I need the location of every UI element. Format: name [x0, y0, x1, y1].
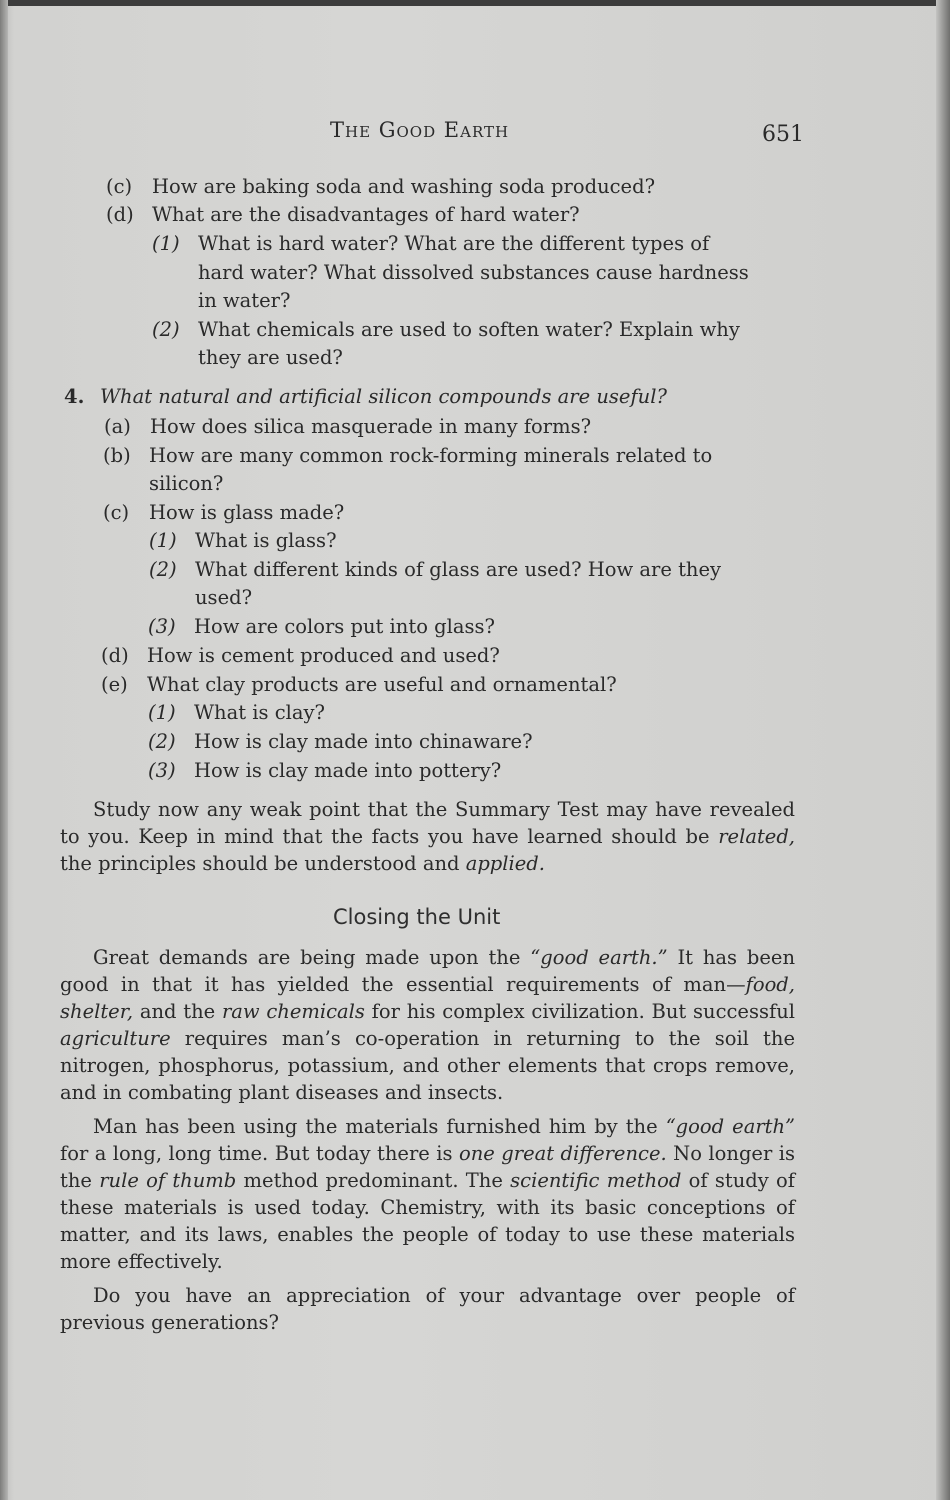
study-paragraph	[60, 796, 795, 877]
outline-label: (3)	[148, 615, 176, 638]
paragraph-text: Study now any weak point that the Summary Test may have revealed to you. Keep in mind that the facts you have learned should be	[60, 798, 795, 848]
outline-label: (1)	[152, 232, 180, 255]
emphasis-text: one great difference.	[458, 1142, 667, 1165]
closing-paragraph-3: Do you have an appreciation of your advantage over people of previous generations?	[60, 1284, 795, 1334]
outline-text: How is clay made into chinaware?	[194, 730, 533, 753]
outline-label: (2)	[152, 318, 180, 341]
outline-text-continued: they are used?	[198, 346, 343, 369]
emphasis-text: agriculture	[60, 1027, 171, 1050]
paragraph-text: of study of these materials is used today. Chemistry, with its basic conceptions of matter, and its laws, enables the people of today to use these materials more effectively.	[60, 1169, 795, 1273]
outline-item-3d-2	[152, 316, 740, 343]
outline-label: (e)	[101, 673, 128, 696]
paragraph-text: Great demands are being made upon the	[93, 946, 531, 969]
paragraph-text: for a long, long time. But today there is	[60, 1142, 459, 1165]
outline-text-continued: silicon?	[149, 472, 224, 495]
paragraph-text: for his complex civilization. But successful	[364, 1000, 796, 1023]
page-number: 651	[762, 122, 804, 147]
closing-paragraph-2	[60, 1113, 795, 1275]
emphasis-text: food, shelter,	[60, 973, 795, 1023]
outline-label: (b)	[103, 444, 131, 467]
outline-text: How is cement produced and used?	[147, 644, 500, 667]
outline-label: (c)	[103, 501, 130, 524]
paragraph-text: and the	[133, 1000, 222, 1023]
outline-label: (2)	[149, 558, 177, 581]
outline-text: How does silica masquerade in many forms?	[150, 415, 592, 438]
outline-item-3c	[106, 173, 655, 200]
outline-text: How is glass made?	[149, 501, 345, 524]
section-heading: Closing the Unit	[333, 905, 501, 929]
outline-text: What chemicals are used to soften water? Explain why	[198, 318, 740, 341]
emphasis-text: scientific method	[510, 1169, 682, 1192]
outline-text: What is glass?	[195, 529, 337, 552]
outline-label: 4.	[64, 385, 85, 408]
outline-item-4c	[103, 499, 344, 526]
running-title: The Good Earth	[330, 118, 510, 142]
outline-label: (d)	[101, 644, 129, 667]
outline-item-4b	[103, 442, 712, 469]
outline-text: How are colors put into glass?	[194, 615, 495, 638]
outline-label: (3)	[148, 759, 176, 782]
outline-label: (2)	[148, 730, 176, 753]
paragraph-text: requires man’s co-operation in returning to the soil the nitrogen, phosphorus, potassium, and other elements that crops remove, and in combating plant diseases and insects.	[60, 1027, 795, 1104]
page-top-edge	[0, 0, 950, 6]
outline-item-4c-3	[148, 613, 495, 640]
emphasis-text: “good earth.”	[530, 946, 668, 969]
outline-text: How are baking soda and washing soda produced?	[152, 175, 656, 198]
paragraph-text: method predominant. The	[236, 1169, 511, 1192]
outline-text-continued: in water?	[198, 289, 291, 312]
page-right-edge	[936, 0, 950, 1500]
outline-text: What is clay?	[194, 701, 325, 724]
outline-text: How is clay made into pottery?	[194, 759, 502, 782]
emphasis-text: “good earth”	[665, 1115, 796, 1138]
outline-item-4e-1	[148, 699, 325, 726]
outline-text: What clay products are useful and ornamental?	[147, 673, 617, 696]
outline-text: What natural and artificial silicon compounds are useful?	[100, 385, 667, 408]
outline-item-4e	[101, 671, 617, 698]
outline-label: (a)	[104, 415, 131, 438]
outline-label: (1)	[149, 529, 177, 552]
outline-item-4e-3	[148, 757, 501, 784]
outline-text: What is hard water? What are the different types of	[198, 232, 710, 255]
emphasis-text: applied.	[465, 852, 545, 875]
paragraph-text: No longer is the	[60, 1142, 795, 1192]
outline-text: How are many common rock-forming minerals related to	[149, 444, 713, 467]
closing-paragraph-1	[60, 944, 795, 1106]
page-left-edge	[0, 0, 8, 1500]
outline-label: (1)	[148, 701, 176, 724]
emphasis-text: raw chemicals	[221, 1000, 365, 1023]
outline-text: What different kinds of glass are used? How are they	[195, 558, 722, 581]
outline-item-3d-1	[152, 230, 709, 257]
outline-text-continued: used?	[195, 586, 253, 609]
paragraph-text: Man has been using the materials furnished him by the	[93, 1115, 666, 1138]
emphasis-text: rule of thumb	[99, 1169, 237, 1192]
outline-label: (c)	[106, 175, 133, 198]
outline-item-4d	[101, 642, 500, 669]
outline-item-4	[64, 383, 667, 410]
outline-item-4c-1	[149, 527, 337, 554]
outline-item-3d	[106, 201, 580, 228]
emphasis-text: related,	[718, 825, 795, 848]
outline-item-4a	[104, 413, 591, 440]
outline-text-continued: hard water? What dissolved substances cause hardness	[198, 261, 749, 284]
outline-text: What are the disadvantages of hard water?	[152, 203, 580, 226]
paragraph-text: It has been good in that it has yielded the essential requirements of man—	[60, 946, 796, 996]
outline-item-4e-2	[148, 728, 533, 755]
outline-label: (d)	[106, 203, 134, 226]
outline-item-4c-2	[149, 556, 721, 583]
paragraph-text: the principles should be understood and	[60, 852, 466, 875]
